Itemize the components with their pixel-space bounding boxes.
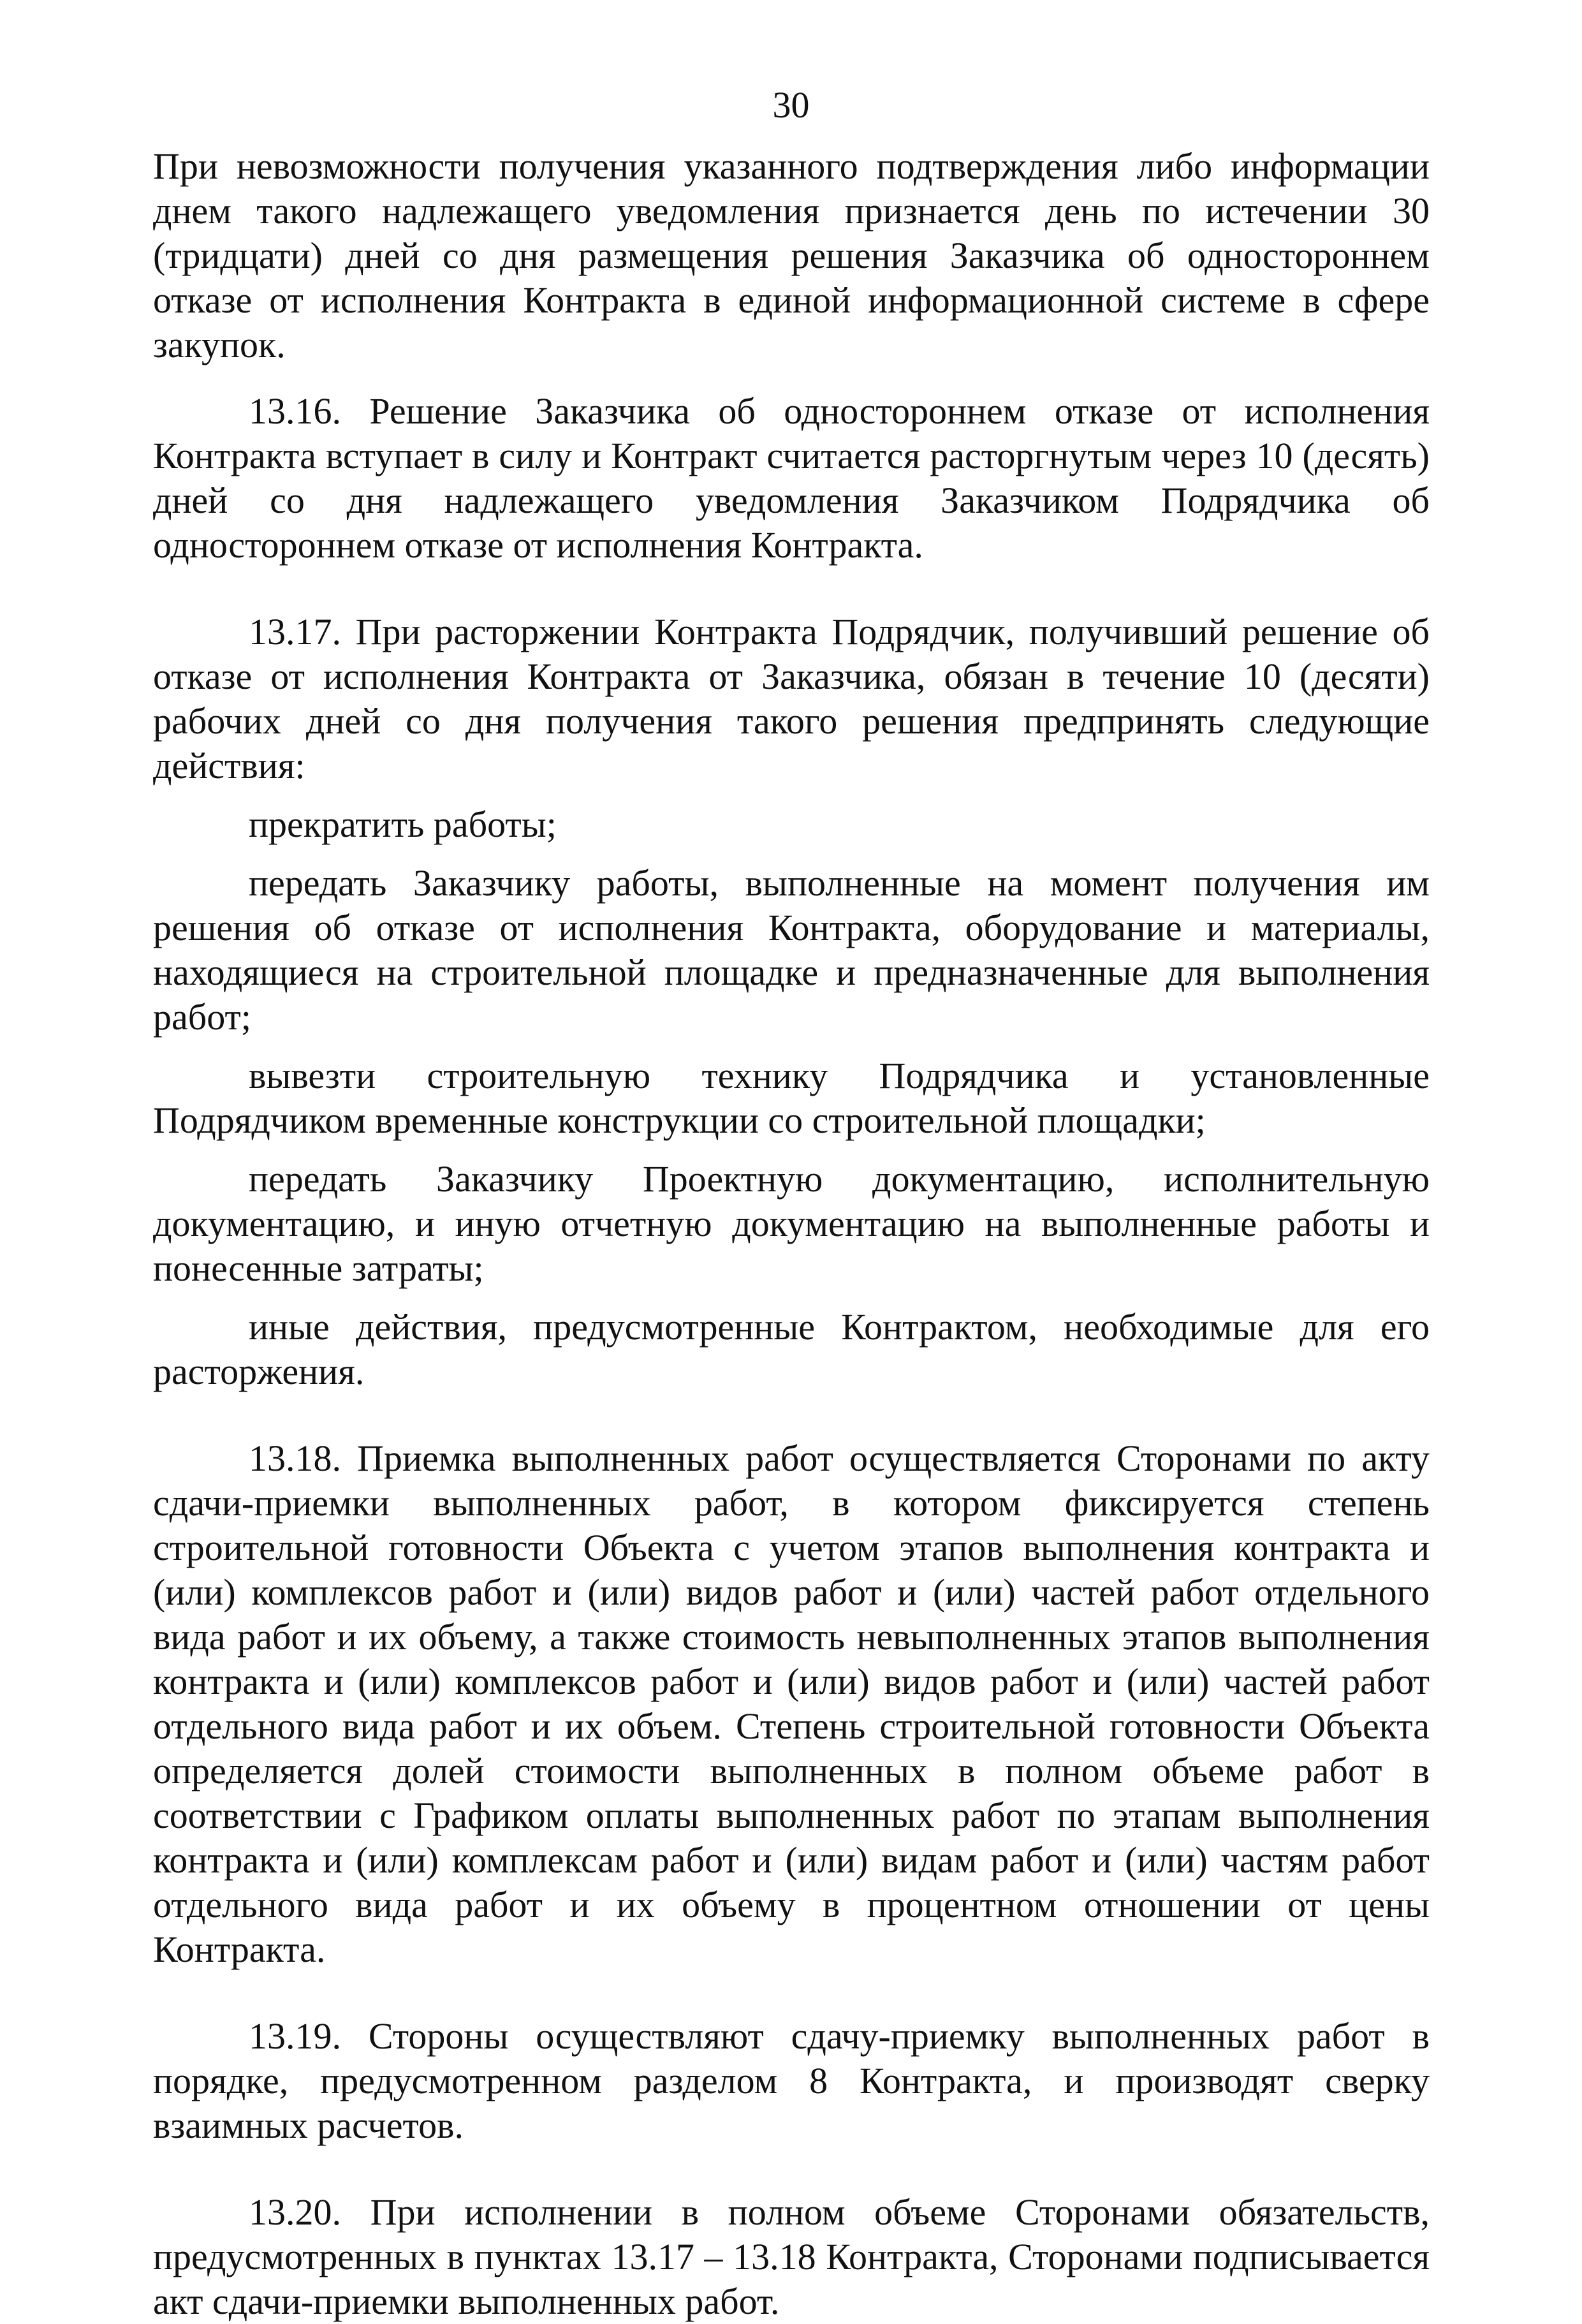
list-item-stop-works: прекратить работы; (249, 804, 557, 845)
clause-13-18: 13.18. Приемка выполненных работ осуществляется Сторонами по акту сдачи-приемки выполненных работ, в котором фиксируется степень строительной готовности Объекта с учетом этапов выполнения контракта и (или) комплексов работ и (или) видов работ и (или) частей работ отдельного вида работ и их объему, а также стоимость невыполненных этапов выполнения контракта и (или) комплексов работ и (или) видов работ и (или) частей работ отдельного вида работ и их объем. Степень строительной готовности Объекта определяется долей стоимости выполненных в полном объеме работ в соответствии с Графиком оплаты выполненных работ по этапам выполнения контракта и (или) комплексам работ и (или) видам работ и (или) частям работ отдельного вида работ и их объему в процентном отношении от цены Контракта. (153, 1438, 1430, 1970)
clause-13-20: 13.20. При исполнении в полном объеме Сторонами обязательств, предусмотренных в пунктах 13.17 – 13.18 Контракта, Сторонами подписывается акт сдачи-приемки выполненных работ. (153, 2191, 1430, 2322)
clause-13-19: 13.19. Стороны осуществляют сдачу-приемку выполненных работ в порядке, предусмотренном разделом 8 Контракта, и производят сверку взаимных расчетов. (153, 2015, 1430, 2146)
list-item-remove-equipment: вывезти строительную технику Подрядчика и установленные Подрядчиком временные конструкции со строительной площадки; (153, 1055, 1430, 1141)
document-body (153, 144, 1430, 2324)
clause-13-16: 13.16. Решение Заказчика об одностороннем отказе от исполнения Контракта вступает в силу и Контракт считается расторгнутым через 10 (десять) дней со дня надлежащего уведомления Заказчиком Подрядчика об одностороннем отказе от исполнения Контракта. (153, 390, 1430, 566)
clause-13-17: 13.17. При расторжении Контракта Подрядчик, получивший решение об отказе от исполнения Контракта от Заказчика, обязан в течение 10 (десяти) рабочих дней со дня получения такого решения предпринять следующие действия: (153, 611, 1430, 786)
page-number: 30 (772, 84, 810, 126)
list-item-transfer-documentation: передать Заказчику Проектную документацию, исполнительную документацию, и иную отчетную документацию на выполненные работы и понесенные затраты; (153, 1158, 1430, 1289)
list-item-transfer-works: передать Заказчику работы, выполненные на момент получения им решения об отказе от исполнения Контракта, оборудование и материалы, находящиеся на строительной площадке и предназначенные для выполнения работ; (153, 862, 1430, 1038)
list-item-other-actions: иные действия, предусмотренные Контрактом, необходимые для его расторжения. (153, 1306, 1430, 1392)
paragraph-continuation: При невозможности получения указанного подтверждения либо информации днем такого надлежащего уведомления признается день по истечении 30 (тридцати) дней со дня размещения решения Заказчика об одностороннем отказе от исполнения Контракта в единой информационной системе в сфере закупок. (153, 145, 1430, 365)
